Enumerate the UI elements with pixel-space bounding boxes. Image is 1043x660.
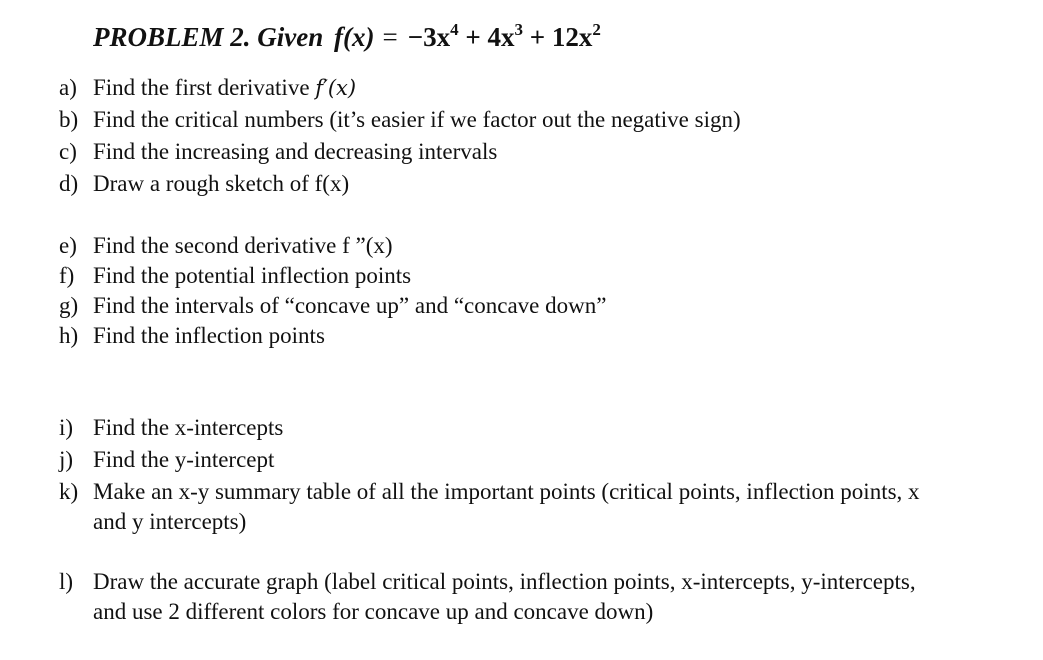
- item-text: Find the potential inflection points: [93, 263, 412, 288]
- item-text: Find the second derivative f ”(x): [93, 233, 393, 258]
- item-text: [93, 73, 356, 103]
- list-item-c: [59, 137, 497, 167]
- item-marker: f): [59, 263, 75, 288]
- term-3-exponent: 2: [592, 20, 601, 39]
- list-item-g: [59, 291, 606, 321]
- item-marker: h): [59, 323, 79, 348]
- item-text: Draw a rough sketch of f(x): [93, 171, 350, 196]
- list-item-k: [59, 477, 920, 537]
- item-text-continued: and use 2 different colors for concave up and concave down): [93, 599, 654, 624]
- plus-sign: +: [465, 22, 481, 52]
- item-text: Make an x-y summary table of all the important points (critical points, inflection points, x: [93, 479, 920, 504]
- problem-title: [93, 22, 601, 53]
- item-marker: d): [59, 171, 79, 196]
- item-text: Find the increasing and decreasing intervals: [93, 139, 498, 164]
- plus-sign: +: [529, 22, 546, 52]
- term-1: −3x: [407, 22, 451, 52]
- item-marker: e): [59, 233, 77, 258]
- item-marker: l): [59, 569, 74, 594]
- term-2: 4x: [487, 22, 515, 52]
- list-item-d: [59, 169, 349, 199]
- list-item-b: [59, 105, 741, 135]
- item-marker: i): [59, 415, 74, 440]
- item-text: Find the intervals of “concave up” and “concave down”: [93, 293, 607, 318]
- item-marker: g): [59, 293, 79, 318]
- derivative-notation: f′(x): [315, 76, 357, 100]
- list-item-j: [59, 445, 274, 475]
- function-lhs: f(x): [334, 22, 375, 52]
- item-marker: k): [59, 479, 79, 504]
- item-text: Find the critical numbers (it’s easier if we factor out the negative sign): [93, 107, 741, 132]
- list-item-f: [59, 261, 411, 291]
- item-text: Find the inflection points: [93, 323, 325, 348]
- item-text: Find the x-intercepts: [93, 415, 284, 440]
- function-equation: [334, 22, 601, 52]
- item-text-continued: and y intercepts): [93, 509, 247, 534]
- term-3: 12x: [551, 22, 593, 52]
- term-1-exponent: 4: [450, 20, 459, 39]
- item-marker: c): [59, 139, 77, 164]
- list-item-i: [59, 413, 283, 443]
- list-item-h: [59, 321, 325, 351]
- item-marker: b): [59, 107, 79, 132]
- item-text-body: Find the first derivative: [93, 75, 316, 100]
- equals-sign: =: [382, 22, 398, 52]
- item-marker: a): [59, 75, 77, 100]
- list-item-e: [59, 231, 393, 261]
- item-marker: j): [59, 447, 74, 472]
- list-item-a: [59, 73, 356, 103]
- term-2-exponent: 3: [514, 20, 524, 39]
- item-text: Find the y-intercept: [93, 447, 275, 472]
- problem-heading: PROBLEM 2. Given: [93, 22, 324, 52]
- list-item-l: [59, 567, 916, 627]
- item-text: Draw the accurate graph (label critical points, inflection points, x-intercepts, y-intercepts,: [93, 569, 916, 594]
